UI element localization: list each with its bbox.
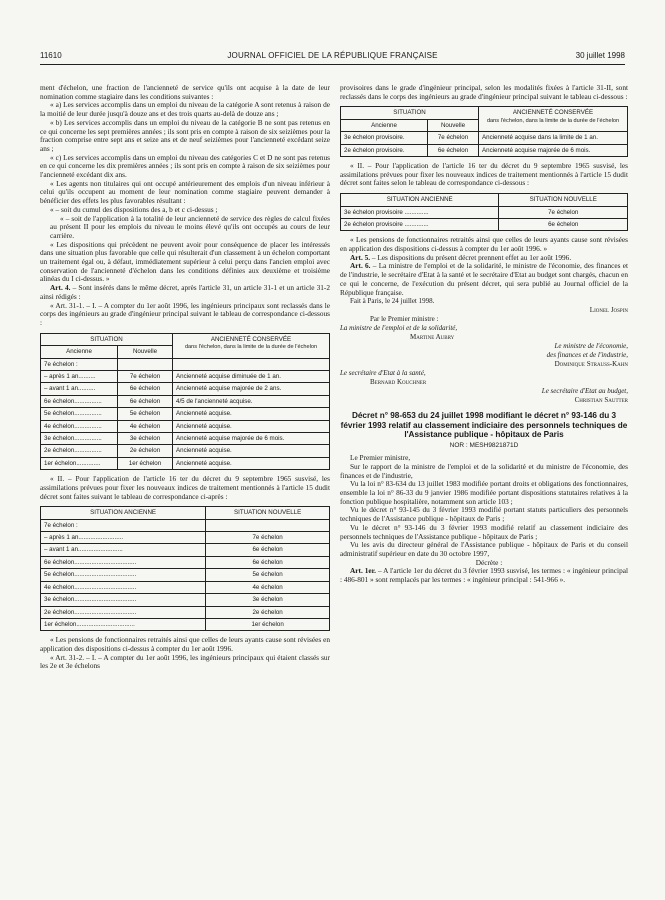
table-header: SITUATION NOUVELLE xyxy=(499,194,628,206)
article-text: – Sont insérés dans le même décret, après l'article 31, un article 31-1 et un article 31-2 ainsi rédigés : xyxy=(40,283,331,301)
article-label: Art. 1er. xyxy=(350,566,376,576)
table-row xyxy=(41,556,330,568)
table-cell: 3e échelon................ xyxy=(41,432,118,444)
table-row xyxy=(341,132,628,144)
table-cell: Ancienneté acquise majorée de 2 ans. xyxy=(173,383,330,395)
table-cell: 1er échelon.................................. xyxy=(41,618,206,630)
table-cell: 2e échelon.................................... xyxy=(41,606,206,618)
table-cell: 6e échelon................ xyxy=(41,395,118,407)
article-label: Art. 6. xyxy=(350,261,371,271)
table-cell: 7e échelon xyxy=(428,132,479,144)
table-header: SITUATION xyxy=(41,333,173,345)
paragraph: « Les dispositions qui précèdent ne peuvent avoir pour conséquence de placer les intéressés dans une situation plus favorable que celle qui résulterait d'un classement à un échelon comportant un traitement égal ou, à défaut, immédiatement supérieur à celui perçu dans l'ancien emploi avec conservation de l'ancienneté d'échelon dans les conditions définies aux deuxième et troisième alinéas du I ci-dessus. » xyxy=(40,239,330,284)
table-cell: 1er échelon xyxy=(206,618,330,630)
table-row xyxy=(41,445,330,457)
table-cell: Ancienneté acquise majorée de 6 mois. xyxy=(479,144,628,156)
table-cell: 3e échelon provisoire. xyxy=(341,132,428,144)
paragraph: ment d'échelon, une fraction de l'ancienneté de service qu'ils ont acquise à la date de leur nomination comme stagiaire dans les conditions suivantes : xyxy=(40,83,330,101)
table-cell: 7e échelon xyxy=(206,532,330,544)
signatory-intro: Par le Premier ministre : xyxy=(370,315,439,324)
table-cell: 5e échelon.................................... xyxy=(41,569,206,581)
article-text: – A l'article 1er du décret du 3 février 1993 susvisé, les termes : « ingénieur principal : 486-801 » sont remplacés par les termes : « ingénieur principal : 541-966 ». xyxy=(340,566,628,585)
table-header: Ancienne xyxy=(41,346,118,358)
article-text: – La ministre de l'emploi et de la solidarité, le ministre de l'économie, des finances et de l'industrie, le secrétaire d'Etat à la santé et le secrétaire d'Etat au budget sont chargés, chacun en ce qui le concerne, de l'exécution du présent décret, qui sera publié au Journal officiel de la République française. xyxy=(340,261,628,297)
paragraph: « a) Les services accomplis dans un emploi du niveau de la catégorie A sont retenus à raison de la moitié de leur durée jusqu'à douze ans et des trois quarts au-delà de douze ans ; xyxy=(40,100,330,119)
nor-reference: NOR : MESH9821871D xyxy=(449,441,519,449)
table-row xyxy=(341,206,628,218)
table-cell: 2e échelon xyxy=(118,445,173,457)
table-cell xyxy=(206,519,330,531)
paragraph: Vu le décret n° 93-145 du 3 février 1993 modifié portant statuts particuliers des personnels techniques de l'Assistance publique - hôpitaux de Paris ; xyxy=(340,505,628,524)
table-row xyxy=(41,618,330,630)
right-column xyxy=(340,84,628,585)
article-4 xyxy=(40,284,330,301)
signature-block xyxy=(340,297,628,405)
journal-title: JOURNAL OFFICIEL DE LA RÉPUBLIQUE FRANÇAISE xyxy=(227,51,438,60)
article-1 xyxy=(340,567,628,584)
table-header-sub: dans l'échelon, dans la limite de la durée de l'échelon xyxy=(184,344,318,351)
table-row xyxy=(41,395,330,407)
table-row xyxy=(41,544,330,556)
signatory-name: Lionel Jospin xyxy=(589,306,628,315)
paragraph: « Les agents non titulaires qui ont occupé antérieurement des emplois d'un niveau inférieur à celui qu'ils occupent au moment de leur nomination comme stagiaire peuvent demander à bénéficier des effets les plus favorables résultant : xyxy=(40,178,330,206)
table-cell: 4e échelon xyxy=(118,420,173,432)
table-header xyxy=(479,107,628,132)
table-row xyxy=(41,457,330,469)
table-cell: 5e échelon xyxy=(206,569,330,581)
table-row xyxy=(41,606,330,618)
table-cell: 7e échelon : xyxy=(41,358,118,370)
table-cell: 3e échelon provisoire .............. xyxy=(341,206,499,218)
signatory-name: Dominique Strauss-Kahn xyxy=(554,360,628,369)
table-cell: 6e échelon xyxy=(206,544,330,556)
table-row xyxy=(41,581,330,593)
table-cell xyxy=(173,358,330,370)
table-cell: 2e échelon................ xyxy=(41,445,118,457)
table-cell: 7e échelon xyxy=(118,370,173,382)
table-cell: 4/5 de l'ancienneté acquise. xyxy=(173,395,330,407)
signatory-name: Martine Aubry xyxy=(410,333,455,342)
table-cell: 3e échelon xyxy=(118,432,173,444)
table-row xyxy=(41,519,330,531)
signatory-title: La ministre de l'emploi et de la solidarité, xyxy=(340,324,458,333)
table-row xyxy=(41,383,330,395)
page-number: 11610 xyxy=(40,51,62,60)
table-header: SITUATION xyxy=(341,107,479,119)
table-cell: Ancienneté acquise. xyxy=(173,457,330,469)
table-header: SITUATION ANCIENNE xyxy=(341,194,499,206)
table-cell: Ancienneté acquise. xyxy=(173,445,330,457)
table-cell: – après 1 an.......................... xyxy=(41,532,206,544)
page-header xyxy=(40,50,625,65)
table-header: Ancienne xyxy=(341,119,428,131)
reclassement-table xyxy=(40,333,330,470)
signatory-name: Christian Sautter xyxy=(574,396,628,405)
table-cell: Ancienneté acquise dans la limite de 1 an. xyxy=(479,132,628,144)
table-cell: 6e échelon xyxy=(118,383,173,395)
article-label: Art. 4. xyxy=(50,283,71,293)
signatory-title: Le ministre de l'économie, xyxy=(554,342,628,351)
table-cell: – après 1 an.......... xyxy=(41,370,118,382)
paragraph: Vu la loi n° 83-634 du 13 juillet 1983 modifiée portant droits et obligations des fonctionnaires, ensemble la loi n° 86-33 du 9 janvier 1986 modifiée portant dispositions statutaires relatives à la fonction publique hospitalière, notamment son article 103 ; xyxy=(340,479,628,506)
table-cell: 4e échelon.................................... xyxy=(41,581,206,593)
paragraph: « – soit du cumul des dispositions des a, b et c ci-dessus ; xyxy=(50,204,218,214)
table-header-label: ANCIENNETÉ CONSERVÉE xyxy=(512,109,594,117)
paragraph: Vu le décret n° 93-146 du 3 février 1993 modifié relatif au classement indiciaire des personnels techniques de l'Assistance publique - hôpitaux de Paris ; xyxy=(340,522,628,541)
paragraph: « II. – Pour l'application de l'article 16 ter du décret du 9 septembre 1965 susvisé, les assimilations prévues pour fixer les nouveaux indices de traitement mentionnés à l'article 15 dudit décret sont faites suivant le tableau de correspondance ci-après : xyxy=(40,474,330,501)
paragraph: « II. – Pour l'application de l'article 16 ter du décret du 9 septembre 1965 susvisé, les assimilations prévues pour fixer les nouveaux indices de traitement mentionnés à l'article 15 dudit décret sont faites selon le tableau de correspondance ci-dessous : xyxy=(340,161,628,188)
reclassement-table-provisoire xyxy=(340,106,628,157)
table-cell: 6e échelon xyxy=(118,395,173,407)
table-cell: Ancienneté acquise diminuée de 1 an. xyxy=(173,370,330,382)
table-cell: Ancienneté acquise majorée de 6 mois. xyxy=(173,432,330,444)
table-cell: – avant 1 an.......... xyxy=(41,383,118,395)
table-header-label: ANCIENNETÉ CONSERVÉE xyxy=(210,335,292,343)
table-header-sub: dans l'échelon, dans la limite de la durée de l'échelon xyxy=(486,117,620,124)
paragraph: « c) Les services accomplis dans un emploi du niveau des catégories C et D ne sont pas retenus en ce qui concerne les dix premières années ; ils sont pris en compte à raison de six seizièmes pour l'ancienneté excédant dix ans. xyxy=(40,152,330,180)
table-cell: 1er échelon.............. xyxy=(41,457,118,469)
issue-date: 30 juillet 1998 xyxy=(575,51,625,60)
paragraph: Vu les avis du directeur général de l'Assistance publique - hôpitaux de Paris et du conseil administratif supérieur en date du 30 octobre 1997, xyxy=(340,540,628,558)
paragraph: Sur le rapport de la ministre de l'emploi et de la solidarité et du ministre de l'économie, des finances et de l'industrie, xyxy=(340,461,628,480)
table-row xyxy=(41,432,330,444)
table-cell: 5e échelon xyxy=(118,408,173,420)
table-cell: 4e échelon xyxy=(206,581,330,593)
table-header: SITUATION ANCIENNE xyxy=(41,507,206,519)
table-cell: 4e échelon................ xyxy=(41,420,118,432)
table-cell xyxy=(118,358,173,370)
table-row xyxy=(41,594,330,606)
assimilation-table xyxy=(40,506,330,631)
table-row xyxy=(41,370,330,382)
paragraph: « b) Les services accomplis dans un emploi du niveau de la catégorie B ne sont pas retenus en ce qui concerne les sept premières années ; ils sont pris en compte à raison de six seizièmes pour la fraction comprise entre sept ans et seize ans et de neuf seizièmes pour l'ancienneté excédant seize ans ; xyxy=(40,117,330,153)
article-text: – Les dispositions du présent décret prennent effet au 1er août 1996. xyxy=(370,252,572,262)
table-cell: 1er échelon xyxy=(118,457,173,469)
table-row xyxy=(41,358,330,370)
table-row xyxy=(41,408,330,420)
signatory-title: Le secrétaire d'Etat à la santé, xyxy=(340,369,426,378)
table-cell: Ancienneté acquise. xyxy=(173,408,330,420)
paragraph: « Les pensions de fonctionnaires retraités ainsi que celles de leurs ayants cause sont révisées en application des dispositions ci-dessus à compter du 1er août 1996. » xyxy=(340,235,628,254)
table-header: Nouvelle xyxy=(428,119,479,131)
article-6 xyxy=(340,262,628,297)
table-cell: – avant 1 an.......................... xyxy=(41,544,206,556)
table-row xyxy=(341,144,628,156)
table-row xyxy=(41,569,330,581)
paragraph: « Les pensions de fonctionnaires retraités ainsi que celles de leurs ayants cause sont révisées en application des dispositions ci-dessus à compter du 1er août 1996. xyxy=(40,635,330,654)
table-cell: 7e échelon xyxy=(499,206,628,218)
table-row xyxy=(41,420,330,432)
paragraph: « Art. 31-2. – I. – A compter du 1er août 1996, les ingénieurs principaux qui étaient classés sur les 2e et 3e échelons xyxy=(40,652,330,671)
assimilation-table-provisoire xyxy=(340,193,628,231)
table-cell: 6e échelon.................................... xyxy=(41,556,206,568)
table-header: Nouvelle xyxy=(118,346,173,358)
table-cell: 7e échelon : xyxy=(41,519,206,531)
table-cell: 6e échelon xyxy=(428,144,479,156)
article-label: Art. 5. xyxy=(350,252,371,262)
table-cell: 6e échelon xyxy=(499,218,628,230)
decret-title: Décret n° 98-653 du 24 juillet 1998 modifiant le décret n° 93-146 du 3 février 1993 relatif au classement indiciaire des personnels techniques de l'Assistance publique - hôpitaux de Paris xyxy=(340,411,628,440)
table-cell: Ancienneté acquise. xyxy=(173,420,330,432)
fait-a-paris: Fait à Paris, le 24 juillet 1998. xyxy=(350,297,435,306)
table-cell: 2e échelon xyxy=(206,606,330,618)
table-row xyxy=(341,218,628,230)
paragraph: « Art. 31-1. – I. – A compter du 1er août 1996, les ingénieurs principaux sont reclassés dans le corps des ingénieurs au grade d'ingénieur principal suivant le tableau de correspondance ci-dessous : xyxy=(40,300,330,327)
paragraph: « – soit de l'application à la totalité de leur ancienneté de service des règles de calcul fixées au présent II pour les emplois du niveau le moins élevé qu'ils ont occupés au cours de leur carrière. xyxy=(50,213,330,240)
table-header: SITUATION NOUVELLE xyxy=(206,507,330,519)
table-header xyxy=(173,333,330,358)
table-row xyxy=(41,532,330,544)
table-cell: 6e échelon xyxy=(206,556,330,568)
table-cell: 3e échelon xyxy=(206,594,330,606)
table-cell: 2e échelon provisoire. xyxy=(341,144,428,156)
table-cell: 2e échelon provisoire .............. xyxy=(341,218,499,230)
paragraph: Le Premier ministre, xyxy=(350,453,411,463)
decrete: Décrète : xyxy=(475,557,503,567)
left-column xyxy=(40,84,330,671)
signatory-name: Bernard Kouchner xyxy=(370,378,427,387)
signatory-title: des finances et de l'industrie, xyxy=(546,351,628,360)
table-cell: 3e échelon.................................... xyxy=(41,594,206,606)
signatory-title: Le secrétaire d'Etat au budget, xyxy=(541,387,628,396)
paragraph: provisoires dans le grade d'ingénieur principal, selon les modalités fixées à l'article 31-II, sont reclassés dans le corps des ingénieurs au grade d'ingénieur principal suivant le tableau ci-dessous : xyxy=(340,83,628,101)
table-cell: 5e échelon................ xyxy=(41,408,118,420)
